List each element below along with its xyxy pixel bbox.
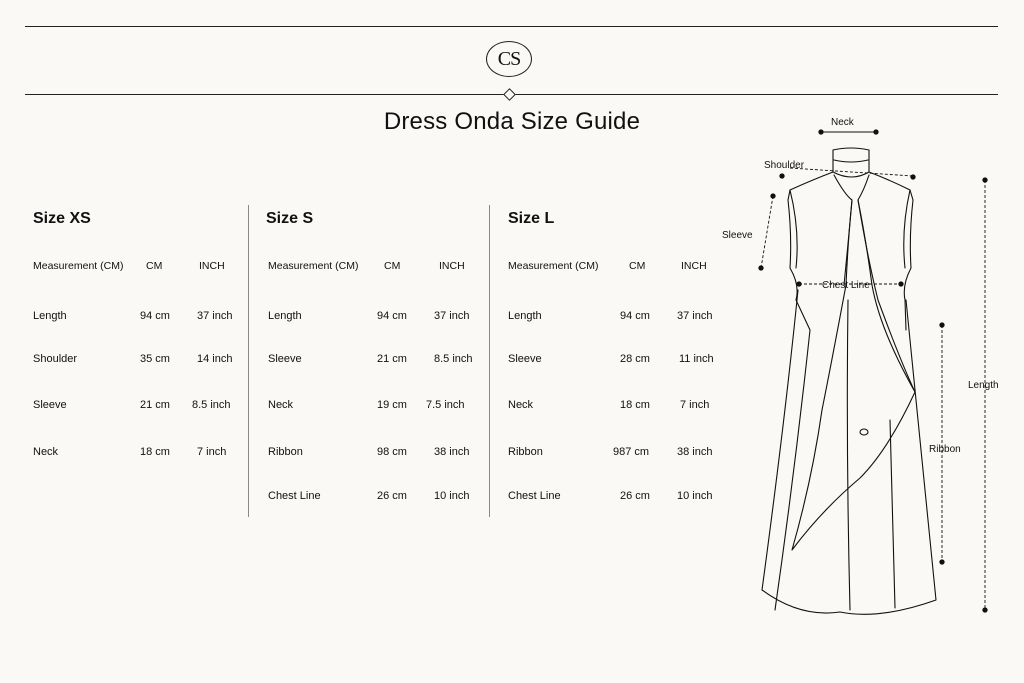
ribbon-fold (844, 200, 852, 285)
size-label: Size XS (33, 210, 91, 227)
sleeve-measure-line (761, 196, 773, 268)
armhole-right (904, 190, 910, 268)
row-label: Ribbon (508, 446, 543, 458)
header-inch: INCH (681, 260, 707, 272)
shoulder-measure-line (790, 168, 913, 176)
row-label: Chest Line (268, 490, 321, 502)
row-label: Sleeve (33, 399, 67, 411)
row-cm: 26 cm (620, 490, 650, 502)
ribbon-edge (858, 200, 915, 392)
row-inch: 8.5 inch (434, 353, 473, 365)
row-inch: 38 inch (434, 446, 470, 458)
row-label: Neck (508, 399, 534, 411)
row-inch: 37 inch (197, 310, 233, 322)
diamond-ornament-icon (503, 88, 516, 101)
brand-logo (486, 41, 532, 77)
row-inch: 7 inch (197, 446, 227, 458)
header-measurement: Measurement (CM) (33, 260, 124, 272)
row-inch: 11 inch (679, 353, 714, 365)
top-rule (25, 26, 998, 27)
label-length: Length (968, 380, 999, 391)
row-inch: 7 inch (680, 399, 710, 411)
label-shoulder: Shoulder (764, 160, 805, 171)
row-inch: 14 inch (197, 353, 233, 365)
header-cm: CM (384, 260, 401, 272)
logo-text: CS (497, 47, 521, 70)
header-cm: CM (146, 260, 163, 272)
row-inch: 10 inch (434, 490, 470, 502)
row-cm: 26 cm (377, 490, 407, 502)
row-inch: 37 inch (677, 310, 713, 322)
row-cm: 21 cm (140, 399, 170, 411)
label-ribbon: Ribbon (929, 444, 961, 455)
skirt-fold-right (890, 420, 895, 608)
button-icon (860, 429, 868, 435)
size-label: Size L (508, 210, 555, 227)
row-cm: 94 cm (620, 310, 650, 322)
row-inch: 38 inch (677, 446, 713, 458)
label-neck: Neck (831, 117, 854, 128)
bodice-left (788, 172, 833, 330)
row-cm: 19 cm (377, 399, 407, 411)
row-inch: 10 inch (677, 490, 713, 502)
row-label: Neck (33, 446, 59, 458)
header-measurement: Measurement (CM) (508, 260, 599, 272)
row-label: Neck (268, 399, 294, 411)
row-cm: 18 cm (140, 446, 170, 458)
header-measurement: Measurement (CM) (268, 260, 359, 272)
row-inch: 37 inch (434, 310, 470, 322)
row-inch: 8.5 inch (192, 399, 231, 411)
header-inch: INCH (199, 260, 225, 272)
row-label: Length (268, 310, 302, 322)
ribbon-scarf (792, 175, 915, 550)
row-label: Sleeve (508, 353, 542, 365)
page-title: Dress Onda Size Guide (383, 108, 641, 135)
row-cm: 94 cm (377, 310, 407, 322)
row-label: Length (33, 310, 67, 322)
size-label: Size S (266, 210, 314, 227)
row-cm: 98 cm (377, 446, 407, 458)
header-inch: INCH (439, 260, 465, 272)
row-cm: 35 cm (140, 353, 170, 365)
label-sleeve: Sleeve (722, 230, 753, 241)
row-label: Ribbon (268, 446, 303, 458)
row-label: Chest Line (508, 490, 561, 502)
row-cm: 21 cm (377, 353, 407, 365)
dress-diagram (700, 110, 1020, 630)
column-divider (248, 205, 249, 517)
skirt-fold-left (775, 330, 810, 610)
row-label: Shoulder (33, 353, 78, 365)
row-cm: 28 cm (620, 353, 650, 365)
column-divider (489, 205, 490, 517)
row-label: Sleeve (268, 353, 302, 365)
skirt-center-fold (847, 300, 850, 610)
row-cm: 987 cm (613, 446, 650, 458)
armhole-left (790, 190, 797, 268)
row-cm: 94 cm (140, 310, 170, 322)
row-inch: 7.5 inch (426, 399, 465, 411)
row-cm: 18 cm (620, 399, 650, 411)
collar-seam (834, 160, 868, 162)
header-cm: CM (629, 260, 646, 272)
row-label: Length (508, 310, 542, 322)
label-chest-line: Chest Line (822, 280, 870, 291)
